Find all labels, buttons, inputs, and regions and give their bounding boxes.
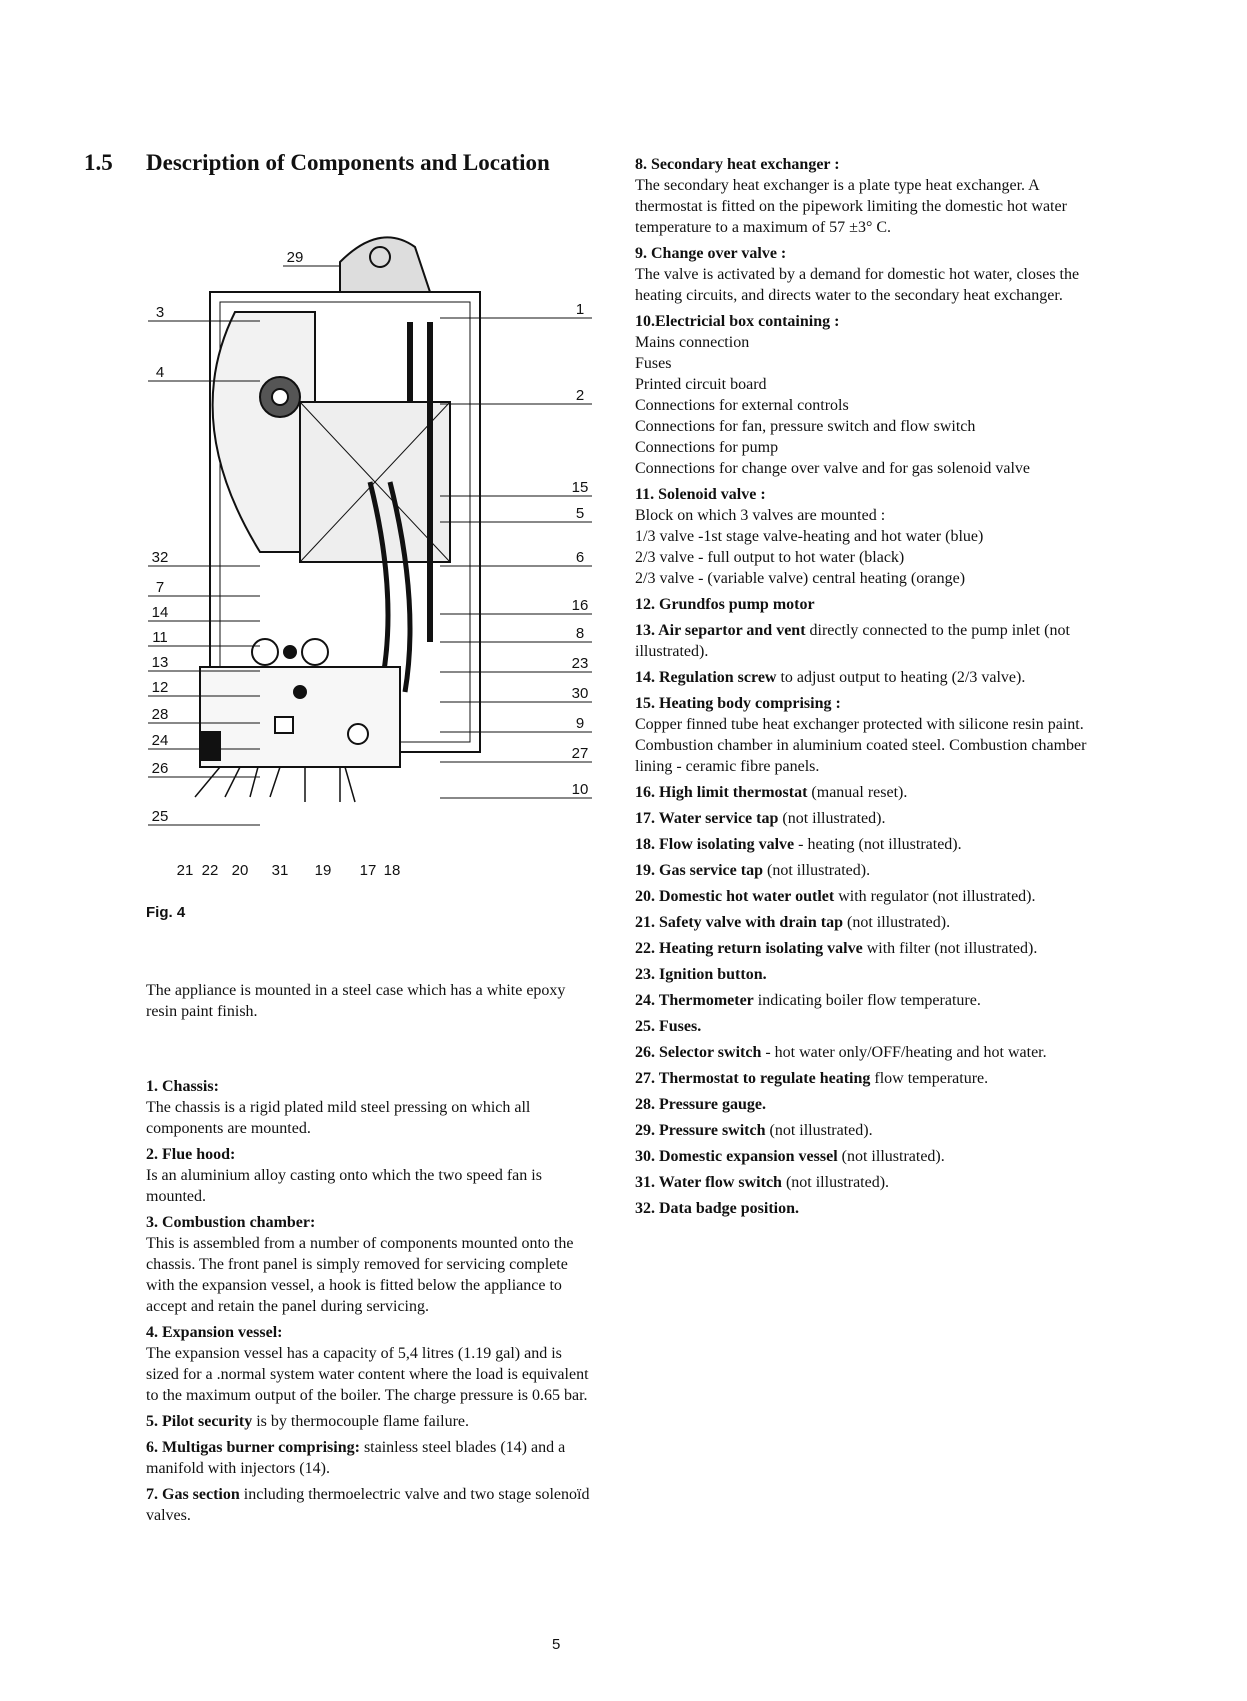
callout-label: 17 bbox=[359, 862, 377, 879]
component-heading: 1. Chassis: bbox=[146, 1078, 219, 1095]
component-heading: 20. Domestic hot water outlet bbox=[635, 888, 835, 905]
callout-label: 25 bbox=[151, 808, 169, 825]
section-number: 1.5 bbox=[84, 150, 113, 175]
component-description: This is assembled from a number of components mounted onto the chassis. The front panel is simply removed for servicing complete with the expansion vessel, a hook is fitted below the appliance to accept and retain the panel during servicing. bbox=[146, 1235, 574, 1315]
component-heading: 14. Regulation screw bbox=[635, 669, 777, 686]
component-description: with filter (not illustrated). bbox=[862, 940, 1038, 957]
component-description: is by thermocouple flame failure. bbox=[252, 1413, 470, 1430]
callout-label: 14 bbox=[151, 604, 169, 621]
callout-label: 7 bbox=[155, 579, 165, 596]
component-heading: 6. Multigas burner comprising: bbox=[146, 1439, 360, 1456]
callout-label: 12 bbox=[151, 679, 169, 696]
component-item bbox=[635, 1068, 1090, 1089]
callout-label: 4 bbox=[155, 364, 165, 381]
component-description: (not illustrated). bbox=[781, 1174, 890, 1191]
left-column bbox=[146, 1076, 598, 1531]
component-heading: 22. Heating return isolating valve bbox=[635, 940, 863, 957]
component-description: to adjust output to heating (2/3 valve). bbox=[776, 669, 1026, 686]
callout-label: 29 bbox=[286, 249, 304, 266]
section-title: Description of Components and Location bbox=[146, 150, 550, 175]
component-heading: 9. Change over valve : bbox=[635, 245, 787, 262]
callout-label: 20 bbox=[231, 862, 249, 879]
component-subline: Printed circuit board bbox=[635, 376, 767, 393]
boiler-diagram bbox=[140, 222, 600, 902]
component-description: including thermoelectric valve and two stage solenoïd valves. bbox=[146, 1486, 590, 1524]
component-description: The expansion vessel has a capacity of 5,4 litres (1.19 gal) and is sized for a .normal system water content where the load is equivalent to the maximum output of the boiler. The charge pressure is 0.65 bar. bbox=[146, 1345, 589, 1404]
component-item bbox=[635, 860, 1090, 881]
component-description: directly connected to the pump inlet (not illustrated). bbox=[635, 622, 1070, 660]
component-heading: 29. Pressure switch bbox=[635, 1122, 766, 1139]
component-description: with regulator (not illustrated). bbox=[834, 888, 1036, 905]
callout-label: 13 bbox=[151, 654, 169, 671]
callout-label: 27 bbox=[571, 745, 589, 762]
callout-label: 18 bbox=[383, 862, 401, 879]
component-description: Copper finned tube heat exchanger protected with silicone resin paint. Combustion chamber in aluminium coated steel. Combustion chamber lining - ceramic fibre panels. bbox=[635, 716, 1087, 775]
callout-label: 26 bbox=[151, 760, 169, 777]
callout-label: 8 bbox=[575, 625, 585, 642]
component-subline: Connections for external controls bbox=[635, 397, 849, 414]
component-subline: 2/3 valve - (variable valve) central heating (orange) bbox=[635, 570, 966, 587]
callout-label: 1 bbox=[575, 301, 585, 318]
callout-label: 11 bbox=[152, 629, 168, 646]
component-heading: 12. Grundfos pump motor bbox=[635, 596, 815, 613]
component-subline: 2/3 valve - full output to hot water (black) bbox=[635, 549, 905, 566]
component-heading: 3. Combustion chamber: bbox=[146, 1214, 316, 1231]
component-description: - hot water only/OFF/heating and hot water. bbox=[761, 1044, 1047, 1061]
component-subline: Connections for fan, pressure switch and flow switch bbox=[635, 418, 976, 435]
component-item bbox=[635, 1094, 1090, 1115]
component-description: flow temperature. bbox=[870, 1070, 989, 1087]
component-item bbox=[635, 484, 1090, 589]
callout-label: 10 bbox=[571, 781, 589, 798]
component-description: - heating (not illustrated). bbox=[794, 836, 962, 853]
component-heading: 10.Electricial box containing : bbox=[635, 313, 840, 330]
component-item bbox=[635, 620, 1090, 662]
component-heading: 23. Ignition button. bbox=[635, 966, 767, 983]
component-item bbox=[146, 1212, 598, 1317]
component-heading: 16. High limit thermostat bbox=[635, 784, 808, 801]
component-subline: Mains connection bbox=[635, 334, 750, 351]
component-heading: 26. Selector switch bbox=[635, 1044, 762, 1061]
component-heading: 11. Solenoid valve : bbox=[635, 486, 766, 503]
component-heading: 27. Thermostat to regulate heating bbox=[635, 1070, 871, 1087]
component-heading: 30. Domestic expansion vessel bbox=[635, 1148, 838, 1165]
component-heading: 18. Flow isolating valve bbox=[635, 836, 795, 853]
callout-label: 22 bbox=[201, 862, 219, 879]
component-heading: 17. Water service tap bbox=[635, 810, 779, 827]
component-subline: Block on which 3 valves are mounted : bbox=[635, 507, 886, 524]
component-heading: 2. Flue hood: bbox=[146, 1146, 236, 1163]
component-item bbox=[635, 808, 1090, 829]
callout-label: 31 bbox=[271, 862, 289, 879]
callout-label: 15 bbox=[571, 479, 589, 496]
component-heading: 15. Heating body comprising : bbox=[635, 695, 841, 712]
component-heading: 25. Fuses. bbox=[635, 1018, 702, 1035]
component-heading: 31. Water flow switch bbox=[635, 1174, 782, 1191]
callout-label: 21 bbox=[176, 862, 194, 879]
component-description: indicating boiler flow temperature. bbox=[753, 992, 981, 1009]
callout-label: 23 bbox=[571, 655, 589, 672]
component-description: (manual reset). bbox=[807, 784, 908, 801]
component-item bbox=[635, 154, 1090, 238]
component-heading: 7. Gas section bbox=[146, 1486, 240, 1503]
callout-label: 32 bbox=[151, 549, 169, 566]
component-description: The valve is activated by a demand for domestic hot water, closes the heating circuits, and directs water to the secondary heat exchanger. bbox=[635, 266, 1080, 304]
component-heading: 19. Gas service tap bbox=[635, 862, 763, 879]
callout-label: 24 bbox=[151, 732, 169, 749]
component-subline: Connections for pump bbox=[635, 439, 779, 456]
component-description: stainless steel blades (14) and a manifold with injectors (14). bbox=[146, 1439, 566, 1477]
component-item bbox=[635, 1016, 1090, 1037]
component-description: Is an aluminium alloy casting onto which the two speed fan is mounted. bbox=[146, 1167, 542, 1205]
component-description: (not illustrated). bbox=[843, 914, 951, 931]
figure-caption: Fig. 4 bbox=[146, 904, 186, 921]
component-item bbox=[635, 1198, 1090, 1219]
component-subline: 1/3 valve -1st stage valve-heating and hot water (blue) bbox=[635, 528, 984, 545]
callout-label: 28 bbox=[151, 706, 169, 723]
component-heading: 8. Secondary heat exchanger : bbox=[635, 156, 840, 173]
component-heading: 32. Data badge position. bbox=[635, 1200, 800, 1217]
component-item bbox=[635, 782, 1090, 803]
component-item bbox=[635, 964, 1090, 985]
component-item bbox=[635, 912, 1090, 933]
callout-label: 16 bbox=[571, 597, 589, 614]
component-item bbox=[635, 594, 1090, 615]
callout-label: 19 bbox=[314, 862, 332, 879]
component-description: (not illustrated). bbox=[765, 1122, 873, 1139]
component-item bbox=[635, 886, 1090, 907]
boiler-figure bbox=[140, 222, 600, 902]
component-item bbox=[146, 1484, 598, 1526]
component-heading: 13. Air separtor and vent bbox=[635, 622, 806, 639]
callout-label: 9 bbox=[575, 715, 585, 732]
component-heading: 24. Thermometer bbox=[635, 992, 754, 1009]
component-item bbox=[635, 667, 1090, 688]
callout-label: 30 bbox=[571, 685, 589, 702]
component-item bbox=[635, 990, 1090, 1011]
component-heading: 4. Expansion vessel: bbox=[146, 1324, 283, 1341]
component-item bbox=[146, 1322, 598, 1406]
component-item bbox=[635, 1120, 1090, 1141]
component-item bbox=[146, 1144, 598, 1207]
callout-label: 3 bbox=[155, 304, 165, 321]
right-column bbox=[635, 154, 1090, 1224]
component-description: (not illustrated). bbox=[762, 862, 871, 879]
component-item bbox=[146, 1076, 598, 1139]
component-description: (not illustrated). bbox=[778, 810, 886, 827]
component-item bbox=[635, 1146, 1090, 1167]
callout-label: 2 bbox=[575, 387, 585, 404]
component-item bbox=[146, 1411, 598, 1432]
component-heading: 21. Safety valve with drain tap bbox=[635, 914, 843, 931]
component-description: (not illustrated). bbox=[837, 1148, 945, 1165]
component-subline: Connections for change over valve and for gas solenoid valve bbox=[635, 460, 1030, 477]
component-item bbox=[635, 243, 1090, 306]
component-subline: Fuses bbox=[635, 355, 672, 372]
component-item bbox=[635, 1042, 1090, 1063]
component-heading: 5. Pilot security bbox=[146, 1413, 253, 1430]
component-item bbox=[635, 834, 1090, 855]
component-item bbox=[635, 1172, 1090, 1193]
callout-label: 6 bbox=[575, 549, 585, 566]
component-item bbox=[635, 693, 1090, 777]
section-heading bbox=[84, 150, 550, 176]
component-description: The secondary heat exchanger is a plate type heat exchanger. A thermostat is fitted on the pipework limiting the domestic hot water temperature to a maximum of 57 ±3° C. bbox=[635, 177, 1067, 236]
component-heading: 28. Pressure gauge. bbox=[635, 1096, 766, 1113]
page-number: 5 bbox=[552, 1636, 561, 1653]
callout-label: 5 bbox=[575, 505, 585, 522]
component-description: The chassis is a rigid plated mild steel pressing on which all components are mounted. bbox=[146, 1099, 531, 1137]
component-item bbox=[635, 938, 1090, 959]
intro-paragraph: The appliance is mounted in a steel case which has a white epoxy resin paint finish. bbox=[146, 982, 566, 1020]
component-item bbox=[146, 1437, 598, 1479]
component-item bbox=[635, 311, 1090, 479]
